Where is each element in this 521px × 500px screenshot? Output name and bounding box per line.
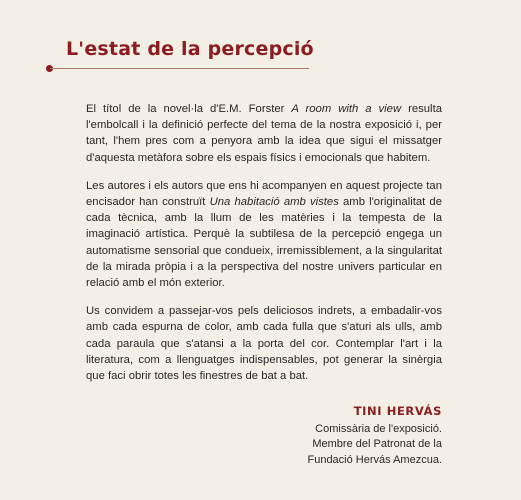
paragraph-2 xyxy=(86,178,442,291)
signature-role-2: Membre del Patronat de la xyxy=(312,438,442,450)
paragraph-1 xyxy=(86,101,442,166)
body-text xyxy=(86,101,442,396)
title-rule xyxy=(50,68,309,69)
book-title-catalan: Una habitació amb vistes xyxy=(209,196,339,209)
signature-name: TINI HERVÁS xyxy=(353,404,442,418)
signature-role-3: Fundació Hervás Amezcua. xyxy=(307,453,442,466)
paragraph-1-text-b: resulta l'embolcall i la definició perfecte del tema de la nostra exposició i, per tant, l'hem pres com a penyora amb la idea que sigui el missatger d'aquesta metàfora sobre els espais físics i emocionals que habitem. xyxy=(86,103,442,164)
paragraph-1-text-a: El títol de la novel·la d'E.M. Forster xyxy=(86,103,292,115)
paragraph-2-text-a: Les autores i els autors que ens hi acompanyen en aquest projecte tan encisador han construït xyxy=(86,179,442,209)
signature-role-1: Comissària de l'exposició. xyxy=(315,422,442,435)
page-title: L'estat de la percepció xyxy=(66,38,314,60)
paragraph-3: Us convidem a passejar-vos pels deliciosos indrets, a embadalir-vos amb cada espurna de color, amb cada fulla que s'aturi als ulls, amb cada paraula que s'atansi a la porta del cor. Contemplar l'art i la literatura, com a llenguatges indispensables, pot generar la sinèrgia que faci obrir totes les finestres de bat a bat. xyxy=(86,305,442,383)
paragraph-2-text-b: amb l'originalitat de cada tècnica, amb la llum de les matèries i la tempesta de la imaginació artística. Perquè la subtilesa de la percepció engega un automatisme sensorial que condueix, irremissiblement, a la singularitat de la mirada pròpia i a la perspectiva del nostre univers particular en relació amb el món exterior. xyxy=(86,196,443,290)
signature-block xyxy=(307,404,442,468)
book-title-english: A room with a view xyxy=(291,103,402,115)
